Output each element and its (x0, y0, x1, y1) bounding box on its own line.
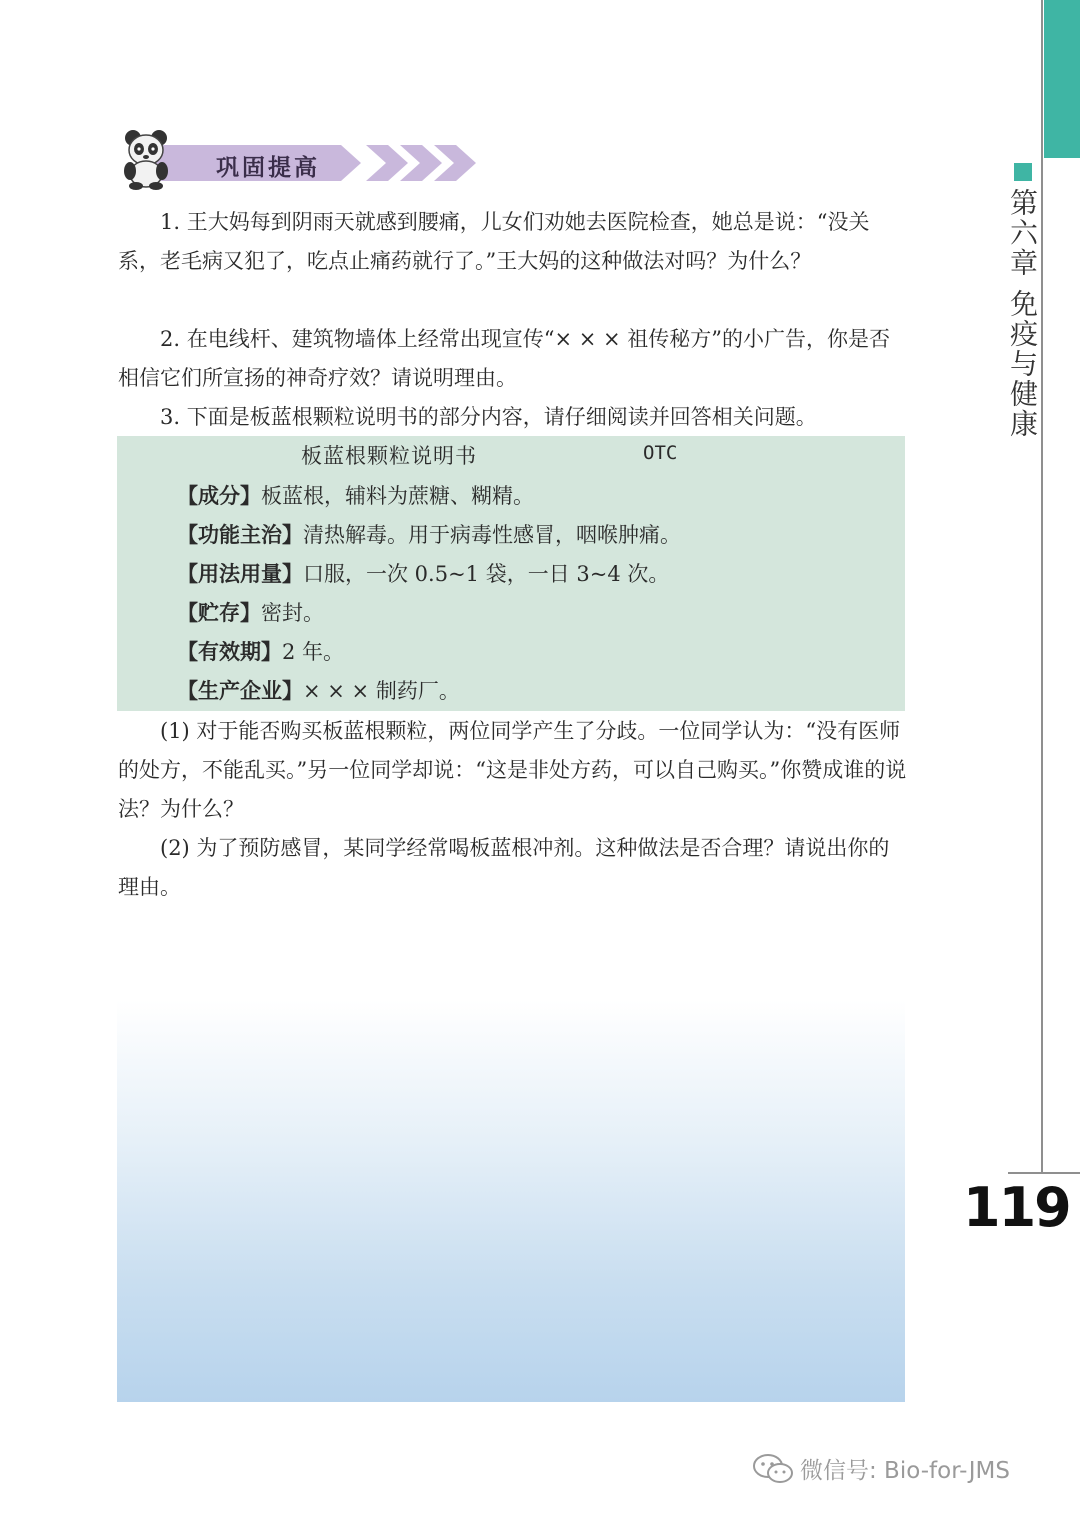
chapter-color-tab (1044, 0, 1080, 158)
section-header (116, 128, 446, 190)
page-number-rule (1008, 1172, 1080, 1174)
wechat-icon (752, 1453, 794, 1485)
section-title: 巩固提高 (216, 154, 320, 181)
watermark (752, 1452, 1010, 1485)
subquestion-2: (2) 为了预防感冒，某同学经常喝板蓝根冲剂。这种做法是否合理？请说出你的理由。 (118, 836, 890, 899)
otc-label: OTC (643, 442, 678, 464)
subquestion-1: (1) 对于能否购买板蓝根颗粒，两位同学产生了分歧。一位同学认为：“没有医师的处方，不能乱买。”另一位同学却说：“这是非处方药，可以自己购买。”你赞成谁的说法？为什么？ (118, 719, 907, 821)
row-label: 【功能主治】 (177, 522, 303, 547)
instructions-row (177, 636, 344, 666)
question-2: 2. 在电线杆、建筑物墙体上经常出现宣传“× × × 祖传秘方”的小广告，你是否相信它们所宣扬的神奇疗效？请说明理由。 (118, 327, 890, 390)
instructions-row (177, 480, 534, 510)
chapter-title: 第六章 免疫与健康 (1006, 188, 1039, 439)
page-number: 119 (963, 1176, 1070, 1239)
row-text: 清热解毒。用于病毒性感冒，咽喉肿痛。 (303, 523, 681, 547)
chapter-marker-square (1014, 163, 1032, 181)
row-label: 【生产企业】 (177, 678, 303, 703)
instructions-row (177, 675, 460, 705)
row-text: 板蓝根，辅料为蔗糖、糊精。 (261, 484, 534, 508)
watermark-text: 微信号: Bio-for-JMS (800, 1458, 1010, 1484)
instructions-row (177, 597, 324, 627)
instructions-row (177, 519, 681, 549)
medicine-instructions-box (117, 436, 905, 711)
panda-icon (116, 128, 176, 190)
row-text: × × × 制药厂。 (303, 679, 460, 703)
row-label: 【用法用量】 (177, 561, 303, 586)
row-text: 2 年。 (282, 640, 345, 664)
row-label: 【有效期】 (177, 639, 282, 664)
answer-area-panel (117, 1000, 905, 1402)
margin-rule (1041, 0, 1043, 1172)
question-3: 3. 下面是板蓝根颗粒说明书的部分内容，请仔细阅读并回答相关问题。 (160, 405, 817, 429)
instructions-title: 板蓝根颗粒说明书 (301, 444, 477, 468)
row-text: 口服，一次 0.5~1 袋，一日 3~4 次。 (303, 562, 670, 586)
row-label: 【贮存】 (177, 600, 261, 625)
row-label: 【成分】 (177, 483, 261, 508)
question-1: 1. 王大妈每到阴雨天就感到腰痛，儿女们劝她去医院检查，她总是说：“没关系，老毛病又犯了，吃点止痛药就行了。”王大妈的这种做法对吗？为什么？ (118, 210, 870, 273)
instructions-row (177, 558, 669, 588)
row-text: 密封。 (261, 601, 324, 625)
